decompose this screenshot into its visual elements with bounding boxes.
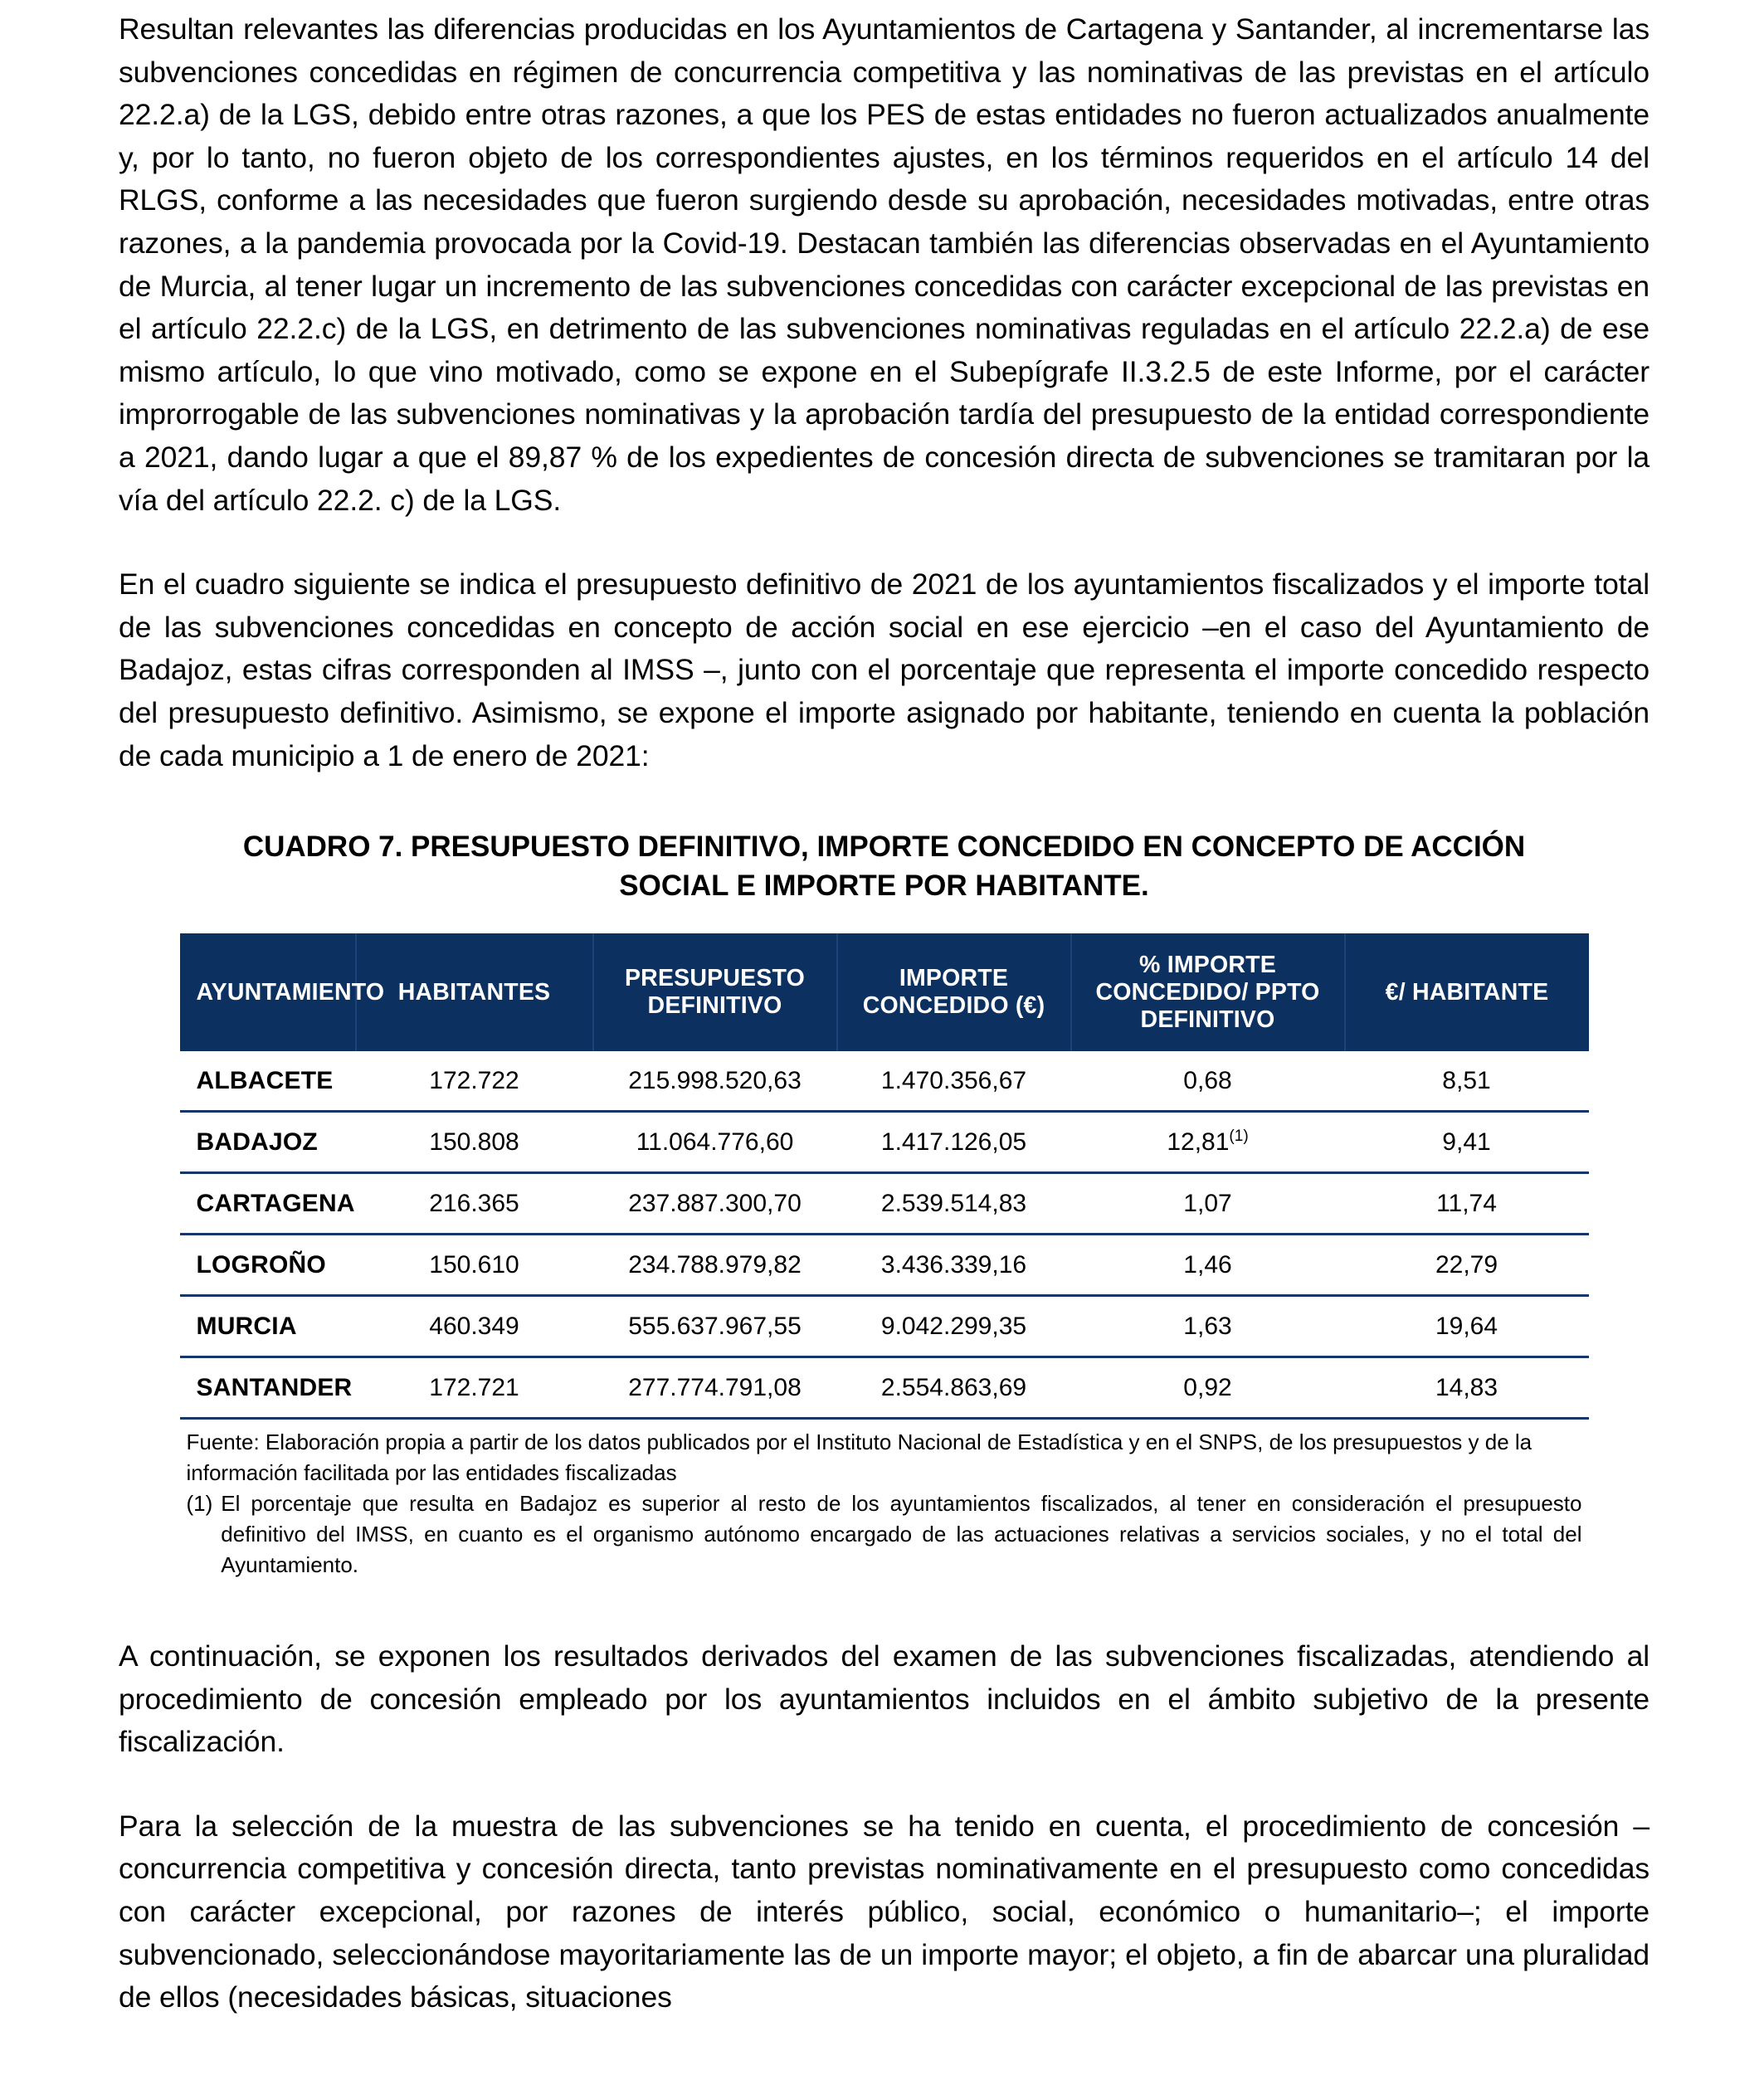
table-row [180, 1235, 1589, 1296]
cell-importe-concedido: 1.470.356,67 [837, 1051, 1071, 1112]
footnote-number: (1) [186, 1491, 213, 1517]
cell-habitantes: 460.349 [356, 1296, 593, 1357]
table-caption: CUADRO 7. PRESUPUESTO DEFINITIVO, IMPORTE CONCEDIDO EN CONCEPTO DE ACCIÓN SOCIAL E IMPORTE POR HABITANTE. [242, 830, 1526, 903]
paragraph-spacer [119, 1764, 1649, 1805]
cell-euro-habitante: 8,51 [1345, 1051, 1589, 1112]
cell-habitantes: 150.610 [356, 1235, 593, 1296]
pct-value: 12,81 [1167, 1128, 1230, 1156]
footnote-body: El porcentaje que resulta en Badajoz es superior al resto de los ayuntamientos fiscalizados, al tener en consideración el presupuesto definitivo del IMSS, en cuanto es el organismo autónomo encargado de las actuaciones relativas a servicios sociales, y no el total del Ayuntamiento. [221, 1491, 1582, 1578]
paragraph-spacer [119, 522, 1649, 563]
pct-value: 0,68 [1183, 1066, 1232, 1094]
table-source-note: Fuente: Elaboración propia a partir de los datos publicados por el Instituto Nacional de Estadística y en el SNPS, de los presupuestos y de la información facilitada por las entidades fiscalizadas [186, 1430, 1533, 1486]
cell-ayuntamiento: LOGROÑO [180, 1235, 356, 1296]
cell-importe-concedido: 1.417.126,05 [837, 1112, 1071, 1173]
cell-importe-concedido: 9.042.299,35 [837, 1296, 1071, 1357]
cell-importe-concedido: 3.436.339,16 [837, 1235, 1071, 1296]
cell-euro-habitante: 11,74 [1345, 1173, 1589, 1235]
table-bottom-spacer [119, 1581, 1649, 1635]
column-header-pct-importe-concedido: % IMPORTE CONCEDIDO/ PPTO DEFINITIVO [1071, 933, 1345, 1051]
column-header-ayuntamiento: AYUNTAMIENTO [180, 933, 356, 1051]
cell-euro-habitante: 19,64 [1345, 1296, 1589, 1357]
column-header-importe-concedido: IMPORTE CONCEDIDO (€) [837, 933, 1071, 1051]
cell-pct-importe [1071, 1235, 1345, 1296]
table-row [180, 1051, 1589, 1112]
pct-value: 0,92 [1183, 1373, 1232, 1401]
table-row [180, 1357, 1589, 1419]
cuadro-7-table [180, 933, 1589, 1420]
cell-euro-habitante: 9,41 [1345, 1112, 1589, 1173]
pct-value: 1,63 [1183, 1312, 1232, 1340]
cell-pct-importe [1071, 1051, 1345, 1112]
table-row [180, 1296, 1589, 1357]
cell-presupuesto-definitivo: 277.774.791,08 [593, 1357, 837, 1419]
cell-importe-concedido: 2.539.514,83 [837, 1173, 1071, 1235]
cell-presupuesto-definitivo: 215.998.520,63 [593, 1051, 837, 1112]
cell-habitantes: 172.721 [356, 1357, 593, 1419]
table-head [180, 933, 1589, 1051]
cell-pct-importe [1071, 1173, 1345, 1235]
table-row [180, 1112, 1589, 1173]
cell-ayuntamiento: SANTANDER [180, 1357, 356, 1419]
column-header-habitantes: HABITANTES [356, 933, 593, 1051]
footnote-marker: (1) [1229, 1127, 1249, 1145]
cell-presupuesto-definitivo: 555.637.967,55 [593, 1296, 837, 1357]
paragraph-4: Para la selección de la muestra de las subvenciones se ha tenido en cuenta, el procedimiento de concesión –concurrencia competitiva y concesión directa, tanto previstas nominativamente en el presupuesto como concedidas con carácter excepcional, por razones de interés público, social, económico o humanitario–; el importe subvencionado, seleccionándose mayoritariamente las de un importe mayor; el objeto, a fin de abarcar una pluralidad de ellos (necesidades básicas, situaciones [119, 1809, 1649, 2014]
cell-presupuesto-definitivo: 237.887.300,70 [593, 1173, 837, 1235]
table-top-spacer [119, 777, 1649, 827]
paragraph-2: En el cuadro siguiente se indica el presupuesto definitivo de 2021 de los ayuntamientos fiscalizados y el importe total de las subvenciones concedidas en concepto de acción social en ese ejercicio –en el caso del Ayuntamiento de Badajoz, estas cifras corresponden al IMSS –, junto con el porcentaje que representa el importe concedido respecto del presupuesto definitivo. Asimismo, se expone el importe asignado por habitante, teniendo en cuenta la población de cada municipio a 1 de enero de 2021: [119, 567, 1649, 772]
cell-ayuntamiento: ALBACETE [180, 1051, 356, 1112]
pct-value: 1,07 [1183, 1189, 1232, 1217]
cell-presupuesto-definitivo: 11.064.776,60 [593, 1112, 837, 1173]
cell-importe-concedido: 2.554.863,69 [837, 1357, 1071, 1419]
table-block [180, 827, 1589, 1581]
cell-presupuesto-definitivo: 234.788.979,82 [593, 1235, 837, 1296]
cell-ayuntamiento: BADAJOZ [180, 1112, 356, 1173]
cell-habitantes: 172.722 [356, 1051, 593, 1112]
cell-pct-importe [1071, 1357, 1345, 1419]
table-header-row [180, 933, 1589, 1051]
cell-pct-importe [1071, 1112, 1345, 1173]
paragraph-1: Resultan relevantes las diferencias producidas en los Ayuntamientos de Cartagena y Santander, al incrementarse las subvenciones concedidas en régimen de concurrencia competitiva y las nominativas de las previstas en el artículo 22.2.a) de la LGS, debido entre otras razones, a que los PES de estas entidades no fueron actualizados anualmente y, por lo tanto, no fueron objeto de los correspondientes ajustes, en los términos requeridos en el artículo 14 del RLGS, conforme a las necesidades que fueron surgiendo desde su aprobación, necesidades motivadas, entre otras razones, a la pandemia provocada por la Covid-19. Destacan también las diferencias observadas en el Ayuntamiento de Murcia, al tener lugar un incremento de las subvenciones concedidas con carácter excepcional de las previstas en el artículo 22.2.c) de la LGS, en detrimento de las subvenciones nominativas reguladas en el artículo 22.2.a) de ese mismo artículo, lo que vino motivado, como se expone en el Subepígrafe II.3.2.5 de este Informe, por el carácter improrrogable de las subvenciones nominativas y la aprobación tardía del presupuesto de la entidad correspondiente a 2021, dando lugar a que el 89,87 % de los expedientes de concesión directa de subvenciones se tramitaran por la vía del artículo 22.2. c) de la LGS. [119, 12, 1649, 517]
table-footnote [180, 1488, 1582, 1581]
pct-value: 1,46 [1183, 1250, 1232, 1279]
paragraph-3: A continuación, se exponen los resultados derivados del examen de las subvenciones fiscalizadas, atendiendo al procedimiento de concesión empleado por los ayuntamientos incluidos en el ámbito subjetivo de la presente fiscalización. [119, 1639, 1649, 1759]
column-header-presupuesto-definitivo: PRESUPUESTO DEFINITIVO [593, 933, 837, 1051]
cell-habitantes: 216.365 [356, 1173, 593, 1235]
table-body [180, 1051, 1589, 1419]
cell-ayuntamiento: CARTAGENA [180, 1173, 356, 1235]
cell-euro-habitante: 22,79 [1345, 1235, 1589, 1296]
table-row [180, 1173, 1589, 1235]
cell-ayuntamiento: MURCIA [180, 1296, 356, 1357]
cell-euro-habitante: 14,83 [1345, 1357, 1589, 1419]
column-header-euro-habitante: €/ HABITANTE [1345, 933, 1589, 1051]
cell-habitantes: 150.808 [356, 1112, 593, 1173]
cell-pct-importe [1071, 1296, 1345, 1357]
